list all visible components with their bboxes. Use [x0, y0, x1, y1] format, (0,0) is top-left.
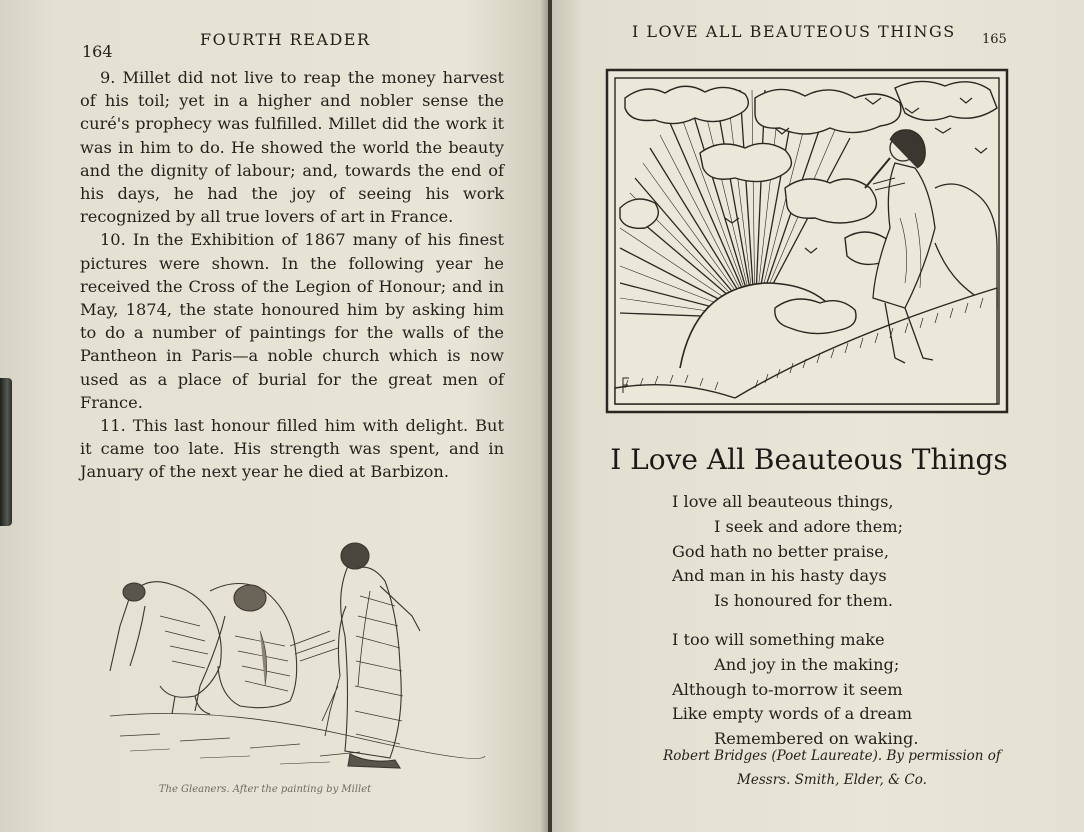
- poem-line: I too will something make: [672, 629, 885, 649]
- stanza-2: [672, 628, 1002, 752]
- paragraph-9: 9. Millet did not live to reap the money harvest of his toil; yet in a higher and nobler sense the curé's prophecy was fulfilled. Millet did the work it was in him to do. He showed the world the beauty and the dignity of labour; and, towards the end of his days, he had the joy of seeing his work recognized by all true lovers of art in France.: [80, 68, 504, 227]
- credit-line-2: Messrs. Smith, Elder, & Co.: [737, 772, 927, 788]
- gleaners-engraving-icon: [100, 536, 490, 776]
- right-page-number: 165: [982, 32, 1007, 47]
- page-clip: [0, 378, 12, 526]
- left-body-text: [80, 66, 504, 484]
- sunrise-piper-illustration-icon: [605, 68, 1009, 414]
- paragraph-11: 11. This last honour filled him with delight. But it came too late. His strength was spent, and in January of the next year he died at Barbizon.: [80, 416, 504, 482]
- credit-line-1: Robert Bridges (Poet Laureate). By permission of: [663, 748, 1001, 764]
- stanza-1: [672, 490, 1002, 614]
- poem-credit: [652, 744, 1012, 792]
- poem-line: Is honoured for them.: [714, 591, 894, 611]
- poem-line: God hath no better praise,: [672, 541, 890, 561]
- poem-title: I Love All Beauteous Things: [610, 443, 1008, 476]
- left-page-number: 164: [82, 42, 113, 61]
- poem: [672, 490, 1002, 766]
- left-running-head: FOURTH READER: [200, 30, 371, 49]
- poem-line: Although to-morrow it seem: [672, 679, 903, 699]
- poem-line: I love all beauteous things,: [672, 492, 894, 511]
- poem-line: Like empty words of a dream: [672, 704, 913, 724]
- right-page: [552, 0, 1084, 832]
- paragraph-10: 10. In the Exhibition of 1867 many of his finest pictures were shown. In the following year he received the Cross of the Legion of Honour; and in May, 1874, the state honoured him by asking him to do a number of paintings for the walls of the Pantheon in Paris—a noble church which is now used as a place of burial for the great men of France.: [80, 230, 504, 412]
- poem-line: And man in his hasty days: [672, 566, 887, 586]
- poem-line: And joy in the making;: [714, 654, 900, 674]
- poem-line: I seek and adore them;: [714, 516, 904, 536]
- poem-line: Remembered on waking.: [714, 729, 919, 749]
- illustration-caption: The Gleaners. After the painting by Millet: [158, 784, 372, 795]
- right-running-head: I LOVE ALL BEAUTEOUS THINGS: [632, 22, 956, 41]
